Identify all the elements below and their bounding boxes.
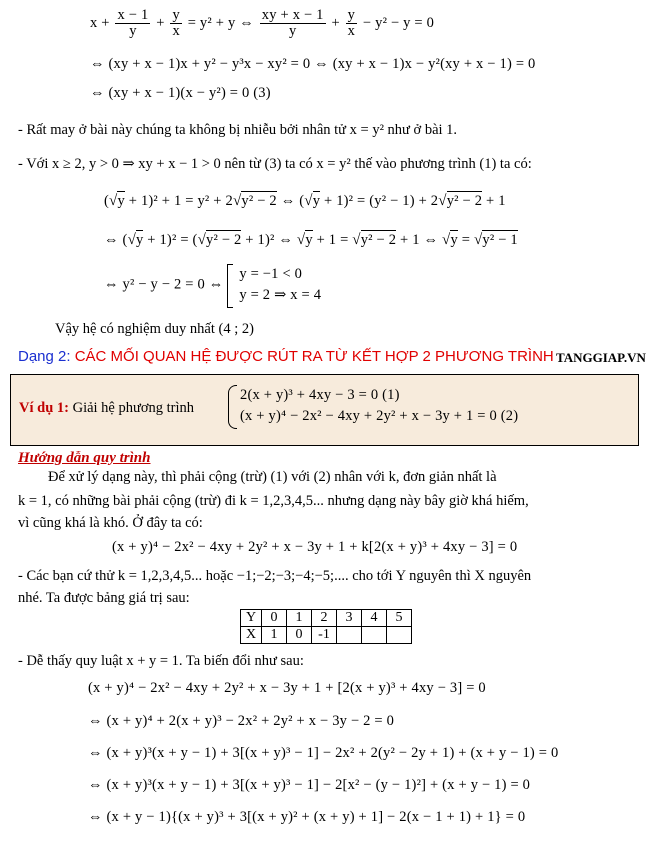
guide-heading: Hướng dẫn quy trình [18, 450, 151, 466]
equation-line-2: ⇔ (xy + x − 1)x + y² − y³x − xy² = 0 ⇔ (xy + x − 1)x − y²(xy + x − 1) = 0 [90, 56, 536, 72]
equation-system [228, 385, 518, 427]
transform-line-5: ⇔ (x + y − 1){(x + y)³ + 3[(x + y)² + (x + y) + 1] − 2(x − 1 + 1) + 1} = 0 [88, 809, 526, 825]
sqrt-equation-1: (√y + 1)² + 1 = y² + 2√y² − 2 ⇔ (√y + 1)² = (y² − 1) + 2√y² − 2 + 1 [104, 193, 506, 209]
guide-line-2: k = 1, có những bài phải cộng (trừ) đi k = 1,2,3,4,5... nhưng dạng này bây giờ khá hiếm, [18, 493, 529, 509]
equation-line-1: x + $\frac{x - 1}{y}$ + $\frac{y}{x}$ = y² + y ⇔ $\frac{xy + x - 1}{y}$ + $\frac{y}{x}$ − y² − y = 0 [90, 7, 435, 39]
conclusion: Vậy hệ có nghiệm duy nhất (4 ; 2) [55, 321, 254, 337]
fraction: $\frac{xy + x - 1}{y}$ [261, 7, 324, 39]
guide-line-5: nhé. Ta được bảng giá trị sau: [18, 590, 190, 606]
solution-bracket: y = −1 < 0 y = 2 ⇒ x = 4 [227, 264, 321, 306]
transform-line-4: ⇔ (x + y)³(x + y − 1) + 3[(x + y)³ − 1] − 2[x² − (y − 1)²] + (x + y − 1) = 0 [88, 777, 531, 793]
table-row: Y 0 1 2 3 4 5 [241, 610, 412, 627]
equation-with-k: (x + y)⁴ − 2x² − 4xy + 2y² + x − 3y + 1 + k[2(x + y)³ + 4xy − 3] = 0 [112, 539, 518, 555]
fraction: $\frac{y}{x}$ [172, 7, 180, 39]
guide-line-4: - Các bạn cứ thử k = 1,2,3,4,5... hoặc −1;−2;−3;−4;−5;.... cho tới Y nguyên thì X nguyên [18, 568, 532, 584]
example-title: Ví dụ 1: Giải hệ phương trình [19, 400, 195, 416]
transform-line-2: ⇔ (x + y)⁴ + 2(x + y)³ − 2x² + 2y² + x − 3y − 2 = 0 [88, 713, 395, 729]
transform-line-1: (x + y)⁴ − 2x² − 4xy + 2y² + x − 3y + 1 + [2(x + y)³ + 4xy − 3] = 0 [88, 680, 486, 696]
paragraph-note-1: - Rất may ở bài này chúng ta không bị nhiễu bởi nhân tử x = y² như ở bài 1. [18, 122, 458, 138]
quadratic-solution: ⇔ y² − y − 2 = 0 ⇔ y = −1 < 0 y = 2 ⇒ x = 4 [104, 264, 321, 306]
brace-icon [228, 385, 237, 429]
rule-line: - Dễ thấy quy luật x + y = 1. Ta biến đổi như sau: [18, 653, 304, 669]
section-heading: Dạng 2: CÁC MỐI QUAN HỆ ĐƯỢC RÚT RA TỪ KẾT HỢP 2 PHƯƠNG TRÌNH [18, 348, 554, 365]
brand-label: TANGGIAP.VN [556, 350, 646, 365]
fraction: $\frac{y}{x}$ [347, 7, 356, 39]
sqrt-equation-2: ⇔ (√y + 1)² = (√y² − 2 + 1)² ⇔ √y + 1 = √y² − 2 + 1 ⇔ √y = √y² − 1 [104, 232, 518, 248]
system-eq-1: 2(x + y)³ + 4xy − 3 = 0 (1) [240, 387, 400, 403]
value-table [240, 609, 412, 644]
equation-line-3: ⇔ (xy + x − 1)(x − y²) = 0 (3) [90, 85, 271, 101]
guide-line-1: Để xử lý dạng này, thì phải cộng (trừ) (1) với (2) nhân với k, đơn giản nhất là [48, 469, 497, 485]
paragraph-note-2: - Với x ≥ 2, y > 0 ⇒ xy + x − 1 > 0 nên từ (3) ta có x = y² thế vào phương trình (1) ta có: [18, 156, 532, 172]
fraction: $\frac{x - 1}{y}$ [117, 7, 149, 39]
system-eq-2: (x + y)⁴ − 2x² − 4xy + 2y² + x − 3y + 1 = 0 (2) [240, 408, 519, 424]
table-row: X 1 0 -1 [241, 627, 412, 644]
example-box [10, 374, 639, 446]
guide-line-3: vì cũng khá là khó. Ở đây ta có: [18, 515, 203, 531]
transform-line-3: ⇔ (x + y)³(x + y − 1) + 3[(x + y)³ − 1] − 2x² + 2(y² − 2y + 1) + (x + y − 1) = 0 [88, 745, 559, 761]
eq1-part: x + [90, 14, 114, 31]
